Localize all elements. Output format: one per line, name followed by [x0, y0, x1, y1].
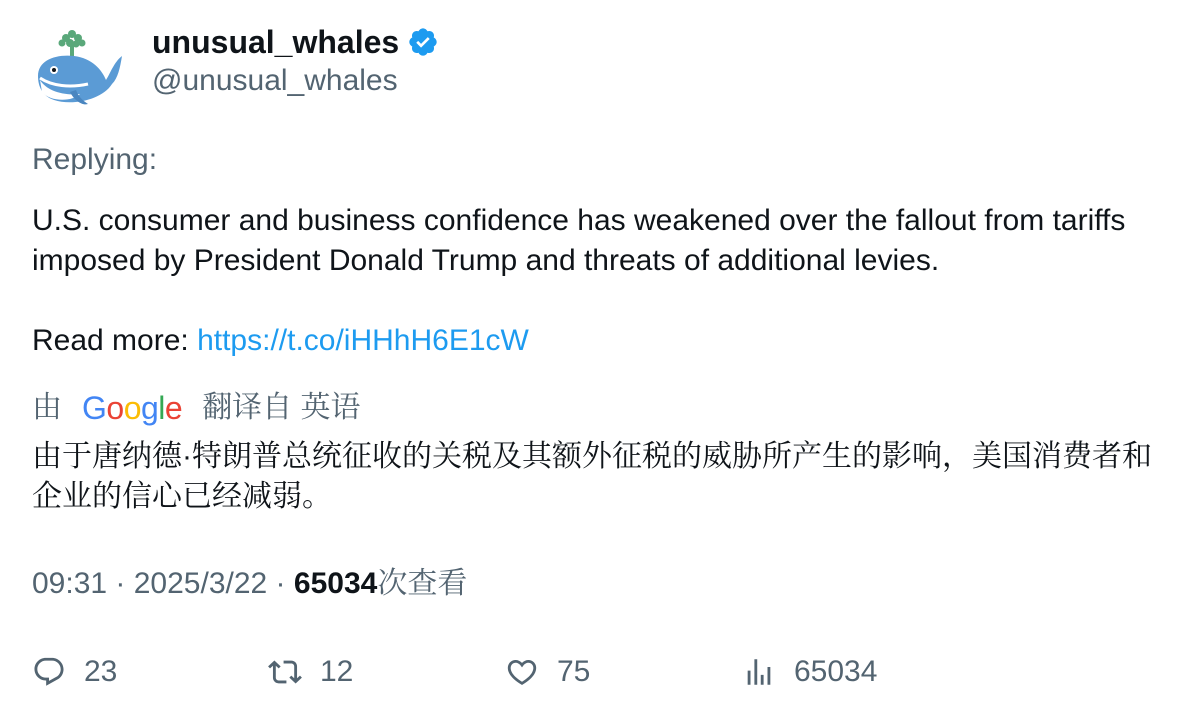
like-button[interactable]	[505, 650, 590, 694]
views-label: 次查看	[377, 567, 468, 600]
translation-suffix[interactable]: 翻译自 英语	[202, 391, 361, 424]
translation-attribution	[32, 388, 361, 428]
retweet-button[interactable]	[268, 650, 353, 694]
meta-separator: ·	[107, 567, 134, 600]
retweet-icon	[268, 655, 302, 689]
heart-icon	[505, 655, 539, 689]
reply-button[interactable]	[32, 650, 117, 694]
tweet-read-more	[32, 321, 1162, 361]
tweet-time[interactable]: 09:31	[32, 567, 108, 600]
tweet-date[interactable]: 2025/3/22	[133, 567, 268, 600]
read-more-label: Read more:	[32, 324, 198, 357]
action-bar	[32, 650, 1162, 694]
author-display-name[interactable]	[152, 22, 439, 62]
reply-icon	[32, 655, 66, 689]
author-handle[interactable]: @unusual_whales	[152, 64, 398, 97]
views-count: 65034	[293, 567, 378, 600]
translated-text: 由于唐纳德·特朗普总统征收的关税及其额外征税的威胁所产生的影响，美国消费者和企业的信心已经减弱。	[32, 440, 1152, 513]
analytics-icon	[742, 655, 776, 689]
display-name-text: unusual_whales	[152, 24, 400, 60]
google-logo: Google	[82, 390, 183, 426]
whale-avatar-icon	[32, 26, 124, 110]
tweet-link[interactable]: https://t.co/iHHhH6E1cW	[197, 324, 529, 357]
verified-badge-icon	[407, 26, 439, 58]
retweet-count: 12	[320, 655, 354, 688]
like-count: 75	[557, 655, 591, 688]
avatar[interactable]	[32, 26, 124, 110]
meta-separator: ·	[267, 567, 294, 600]
replying-to-label: Replying:	[32, 143, 158, 176]
tweet-meta	[32, 564, 467, 604]
reply-count: 23	[84, 655, 118, 688]
views-action-count: 65034	[794, 655, 878, 688]
tweet-body: U.S. consumer and business confidence has weakened over the fallout from tariffs imposed by President Donald Trump and threats of additional levies.	[32, 204, 1126, 277]
tweet-text	[32, 201, 1162, 361]
views-button[interactable]	[742, 650, 877, 694]
translation-prefix: 由	[32, 391, 62, 424]
